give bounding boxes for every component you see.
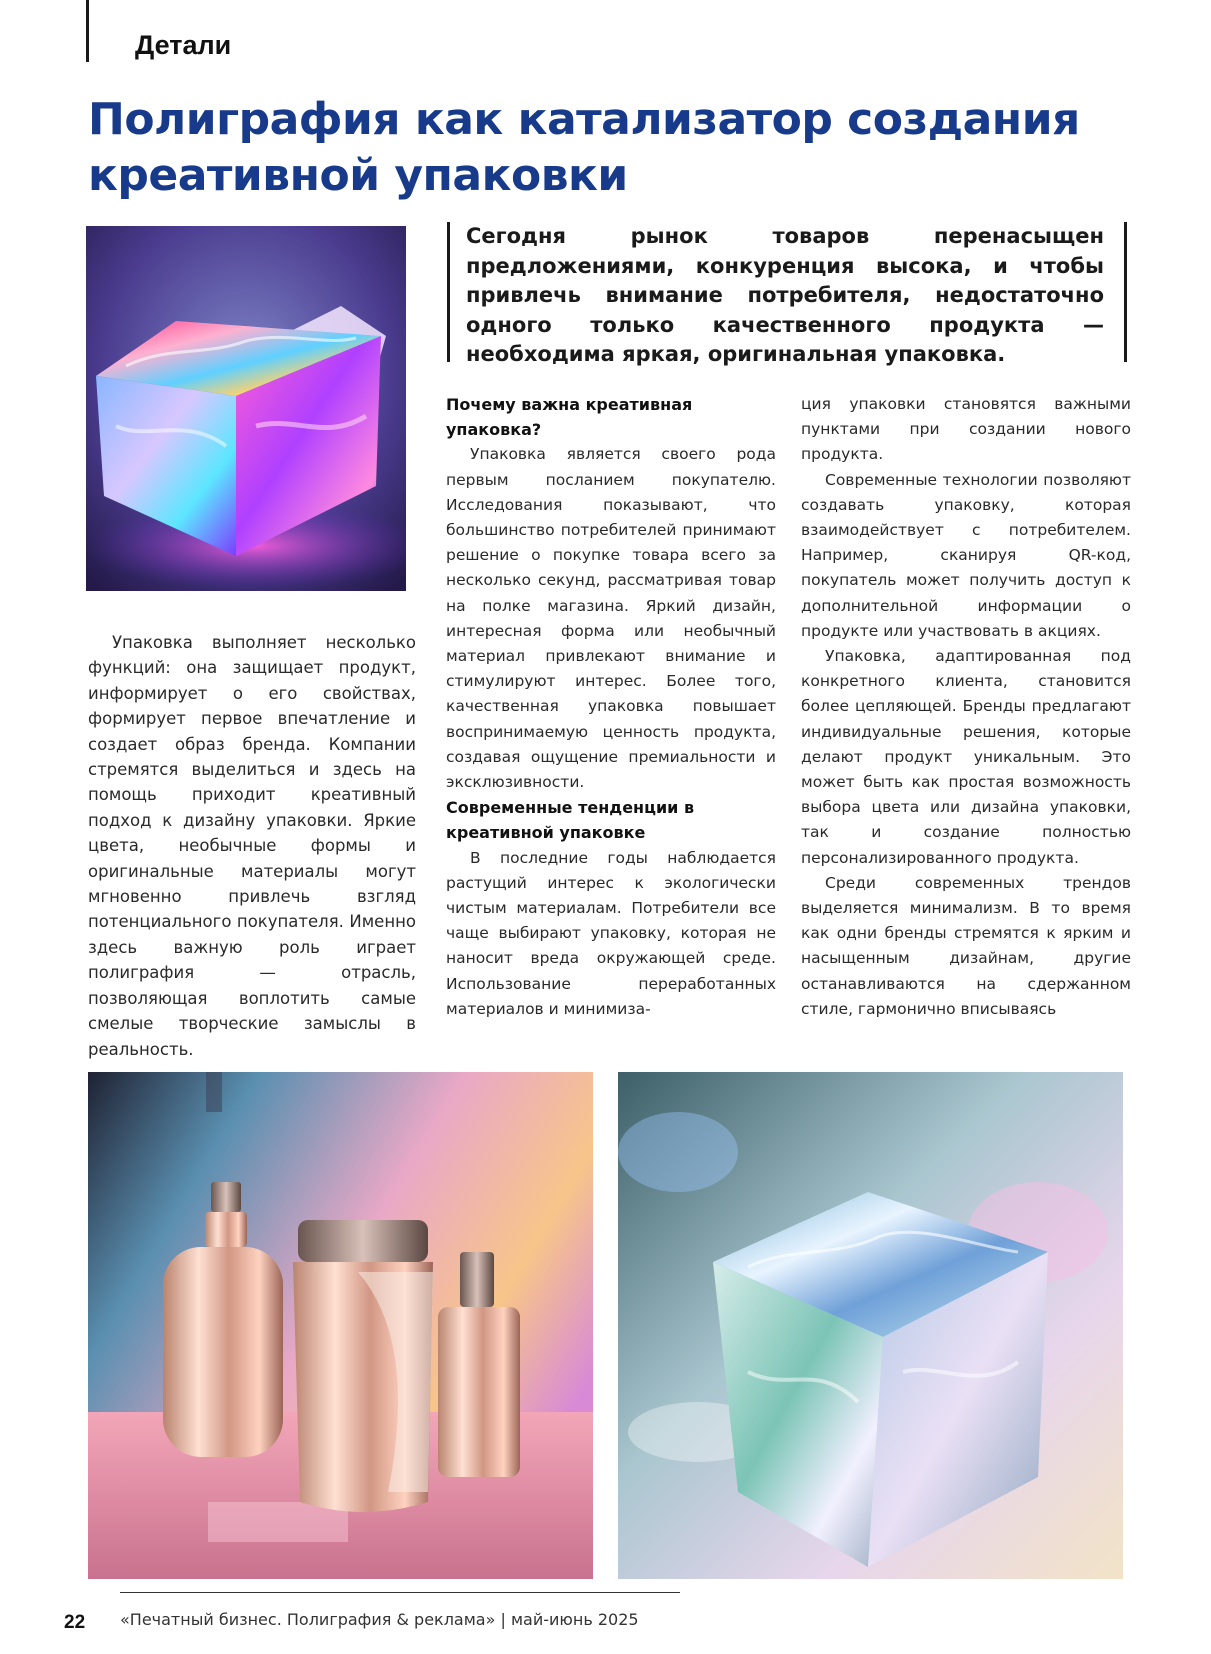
holographic-box-photo bbox=[86, 226, 406, 591]
body-paragraph: Упаковка выполняет несколько функций: она защищает продукт, информирует о его свойствах, формирует первое впечатление и создает образ бренда. Компании стремятся выделиться и здесь на помощь приходит креативный подход к дизайну упаковки. Яркие цвета, необычные формы и оригинальные материалы могут мгновенно привлечь взгляд потенциального покупателя. Именно здесь важную роль играет полиграфия — отрасль, позволяющая воплотить самые смелые творческие замыслы в реальность. bbox=[88, 633, 416, 1059]
holographic-cube-photo bbox=[618, 1072, 1123, 1579]
footer-publication: «Печатный бизнес. Полиграфия & реклама» | май-июнь 2025 bbox=[120, 1610, 639, 1629]
subheading: Современные тенденции в креативной упаковке bbox=[446, 798, 695, 843]
section-label: Детали bbox=[135, 30, 232, 60]
body-paragraph: Упаковка является своего рода первым посланием покупателю. Исследования показывают, что большинство потребителей принимают решение о покупке товара всего за несколько секунд, рассматривая товар на полке магазина. Яркий дизайн, интересная форма или необычный материал привлекают внимание и стимулируют интерес. Более того, качественная упаковка повышает воспринимаемую ценность продукта, создавая ощущение премиальности и эксклюзивности. bbox=[446, 445, 776, 792]
cosmetic-bottles-photo bbox=[88, 1072, 593, 1579]
subheading: Почему важна креативная упаковка? bbox=[446, 395, 693, 440]
section-marker-bar bbox=[86, 0, 89, 62]
body-paragraph: Современные технологии позволяют создавать упаковку, которая взаимодействует с потребителем. Например, сканируя QR-код, покупатель может получить доступ к дополнительной информации о продукте или участвовать в акциях. bbox=[801, 470, 1131, 640]
body-paragraph: В последние годы наблюдается растущий интерес к экологически чистым материалам. Потребители все чаще выбирают упаковку, которая не наносит вреда окружающей среде. Использование переработанных материалов и минимиза- bbox=[446, 848, 776, 1018]
article-title: Полиграфия как катализатор создания креативной упаковки bbox=[88, 94, 1080, 201]
footer-rule bbox=[120, 1592, 680, 1593]
lead-paragraph: Сегодня рынок товаров перенасыщен предложениями, конкуренция высока, и чтобы привлечь внимание потребителя, недостаточно одного только качественного продукта — необходима яркая, оригинальная упаковка. bbox=[466, 224, 1104, 366]
page-number: 22 bbox=[64, 1612, 86, 1633]
lead-paragraph-box bbox=[447, 222, 1127, 366]
body-paragraph: ция упаковки становятся важными пунктами при создании нового продукта. bbox=[801, 395, 1131, 464]
body-paragraph: Упаковка, адаптированная под конкретного клиента, становится более цепляющей. Бренды предлагают индивидуальные решения, которые делают продукт уникальным. Это может быть как простая возможность выбора цвета или дизайна упаковки, так и создание полностью персонализированного продукта. bbox=[801, 647, 1131, 867]
body-paragraph: Среди современных трендов выделяется минимализм. В то время как одни бренды стремятся к ярким и насыщенным дизайнам, другие останавливаются на сдержанном стиле, гармонично вписываясь bbox=[801, 873, 1131, 1018]
column-2 bbox=[446, 392, 776, 1042]
column-3 bbox=[801, 392, 1131, 1042]
column-1 bbox=[88, 630, 416, 1062]
